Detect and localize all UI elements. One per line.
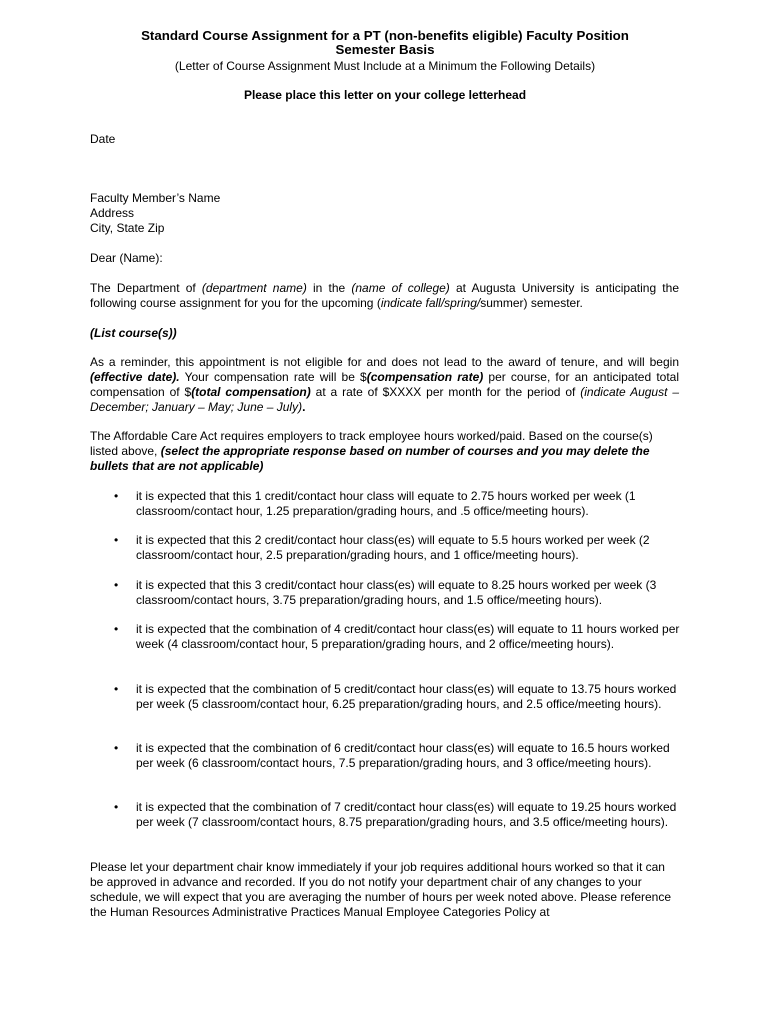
effective-date-placeholder: (effective date).	[90, 370, 180, 384]
list-courses-placeholder: (List course(s))	[90, 326, 177, 340]
bullet-item: it is expected that the combination of 4 credit/contact hour class(es) will equate to 11 hours worked per week (4 classroom/contact hour, 5 preparation/grading hours, and 2 office/meeting hours).	[136, 622, 680, 651]
aca-paragraph	[90, 429, 679, 474]
p1-text-b: in the	[306, 281, 352, 295]
bullet-item: it is expected that this 2 credit/contact hour class(es) will equate to 5.5 hours worked per week (2 classroom/contact hour, 2.5 preparation/grading hours, and 1 office/meeting hours).	[136, 533, 650, 562]
bullet-item: it is expected that the combination of 6 credit/contact hour class(es) will equate to 16.5 hours worked per week (6 classroom/contact hours, 7.5 preparation/grading hours, and 3 office/meeting hours).	[136, 741, 670, 770]
closing-paragraph: Please let your department chair know immediately if your job requires additional hours worked so that it can be approved in advance and recorded. If you do not notify your department chair of any changes to your schedule, we will expect that you are averaging the number of hours per week noted above. Please reference the Human Resources Administrative Practices Manual Employee Categories Policy at	[90, 860, 672, 919]
compensation-rate-placeholder: (compensation rate)	[366, 370, 484, 384]
p2-text-a: As a reminder, this appointment is not eligible for and does not lead to the award of tenure, and will begin	[90, 355, 679, 369]
bullet-marker: •	[114, 489, 119, 503]
period-placeholder: (indicate August – December; January – May; June – July)	[90, 385, 679, 414]
recipient-city-state-zip: City, State Zip	[90, 221, 165, 235]
bullet-marker: •	[114, 578, 119, 592]
p1-text-c: at Augusta University is anticipating the following course assignment for you for the upcoming (	[90, 281, 679, 310]
document-title-line2: Semester Basis	[335, 42, 435, 57]
p3-text-a: The Affordable Care Act requires employers to track employee hours worked/paid. Based on the course(s) listed above,	[90, 429, 653, 458]
p2-text-d: at a rate of $XXXX per month for the period of	[310, 385, 581, 399]
document-title-line1: Standard Course Assignment for a PT (non-benefits eligible) Faculty Position	[141, 28, 629, 43]
compensation-paragraph	[90, 355, 679, 415]
document-subtitle: (Letter of Course Assignment Must Include at a Minimum the Following Details)	[174, 59, 596, 73]
bullet-marker: •	[114, 800, 119, 814]
date-line: Date	[90, 132, 116, 146]
bullet-marker: •	[114, 682, 119, 696]
p2-text-b: Your compensation rate will be $	[179, 370, 367, 384]
p2-text-c: per course, for an anticipated total compensation of $	[90, 370, 680, 399]
total-compensation-placeholder: (total compensation)	[191, 385, 311, 399]
intro-paragraph	[90, 281, 679, 311]
aca-instruction: (select the appropriate response based on number of courses and you may delete the bullets that are not applicable)	[90, 444, 650, 473]
bullet-marker: •	[114, 741, 119, 755]
bullet-item: it is expected that the combination of 5 credit/contact hour class(es) will equate to 13.75 hours worked per week (5 classroom/contact hour, 6.25 preparation/grading hours, and 2.5 office/meeting hours).	[136, 682, 677, 711]
bullet-marker: •	[114, 533, 119, 547]
bullet-marker: •	[114, 622, 119, 636]
letterhead-note: Please place this letter on your college letterhead	[243, 88, 527, 102]
p1-text-a: The Department of	[90, 281, 202, 295]
recipient-address: Address	[90, 206, 135, 220]
salutation: Dear (Name):	[90, 251, 163, 265]
p2-text-e: .	[302, 400, 306, 414]
bullet-item: it is expected that this 3 credit/contact hour class(es) will equate to 8.25 hours worked per week (3 classroom/contact hours, 3.75 preparation/grading hours, and 1.5 office/meeting hours).	[136, 578, 657, 607]
p1-text-d: summer) semester.	[480, 296, 583, 310]
department-placeholder: (department name)	[201, 281, 307, 295]
recipient-name: Faculty Member’s Name	[90, 191, 221, 205]
bullet-item: it is expected that the combination of 7 credit/contact hour class(es) will equate to 19.25 hours worked per week (7 classroom/contact hours, 8.75 preparation/grading hours, and 3.5 office/meeting hours).	[136, 800, 677, 829]
semester-placeholder: indicate fall/spring/	[380, 296, 481, 310]
bullet-item: it is expected that this 1 credit/contact hour class will equate to 2.75 hours worked per week (1 classroom/contact hour, 1.25 preparation/grading hours, and .5 office/meeting hours).	[136, 489, 636, 518]
college-placeholder: (name of college)	[351, 281, 450, 295]
